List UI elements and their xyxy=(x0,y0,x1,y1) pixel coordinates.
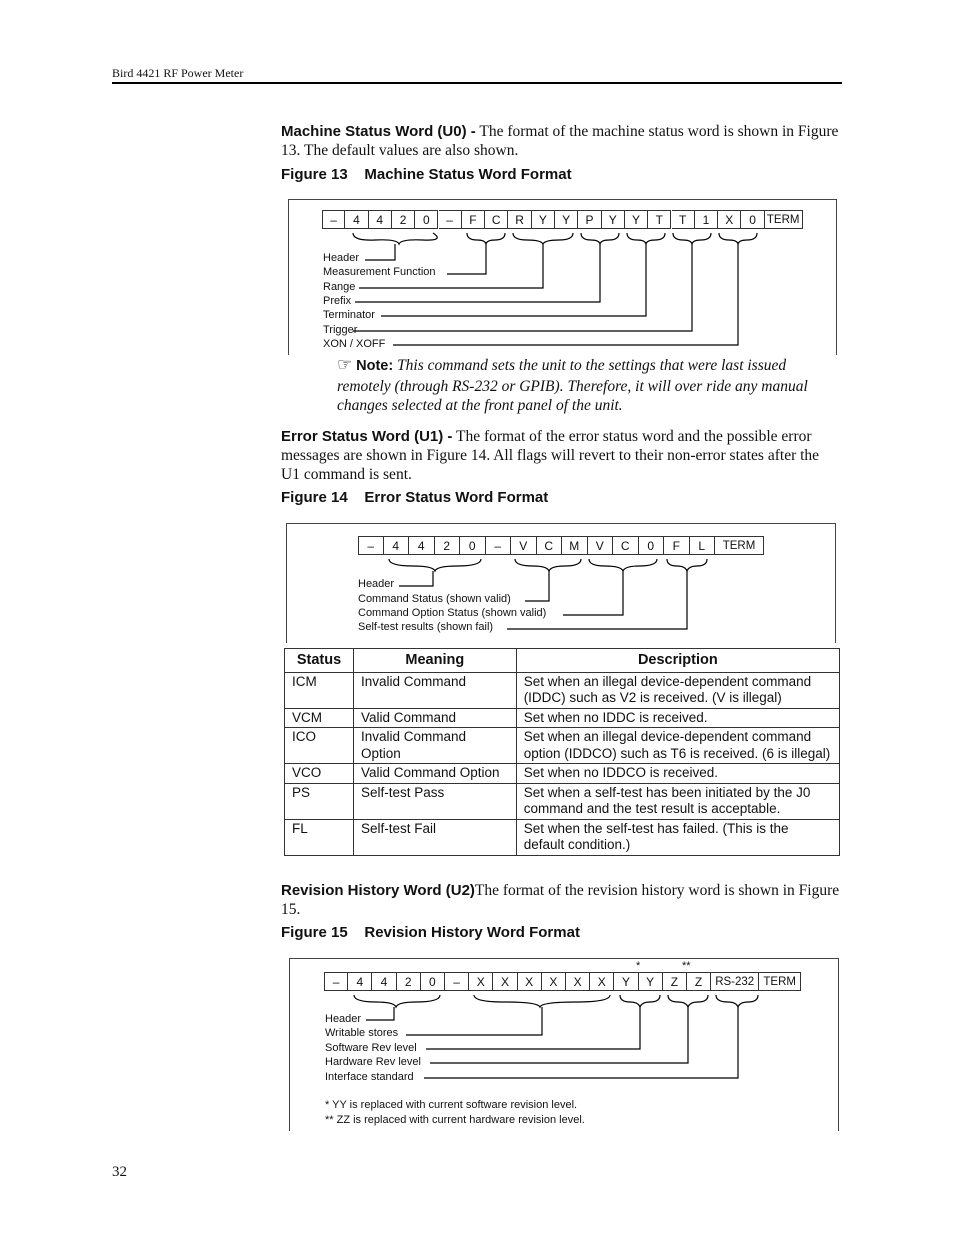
word-cell: M xyxy=(562,536,588,555)
status-cell: ICM xyxy=(285,672,354,708)
word-cell: V xyxy=(588,536,614,555)
word-cell: 4 xyxy=(369,210,392,229)
column-header-description: Description xyxy=(516,649,839,673)
u2-title: Revision History Word (U2) xyxy=(281,882,475,899)
word-cell: TERM xyxy=(765,210,803,229)
word-cell: 0 xyxy=(415,210,438,229)
word-cell: Y xyxy=(614,972,638,991)
description-cell: Set when an illegal device-dependent command option (IDDCO) such as T6 is received. (6 is illegal) xyxy=(516,728,839,764)
status-cell: VCM xyxy=(285,708,354,728)
u0-paragraph xyxy=(281,122,841,160)
description-cell: Set when no IDDCO is received. xyxy=(516,764,839,784)
status-cell: FL xyxy=(285,819,354,855)
u0-title: Machine Status Word (U0) - xyxy=(281,123,476,140)
word-cell: – xyxy=(324,972,348,991)
word-cell: Z xyxy=(663,972,687,991)
description-cell: Set when a self-test has been initiated by the J0 command and the test result is acceptable. xyxy=(516,783,839,819)
table-row xyxy=(285,819,840,855)
meaning-cell: Valid Command xyxy=(353,708,516,728)
label-hardware-rev: Hardware Rev level xyxy=(325,1056,421,1068)
single-asterisk: * xyxy=(636,960,641,972)
word-cell: X xyxy=(718,210,741,229)
word-cell: 2 xyxy=(397,972,421,991)
status-cell: PS xyxy=(285,783,354,819)
word-cell: 4 xyxy=(384,536,410,555)
word-cell: – xyxy=(439,210,462,229)
pointing-hand-icon: ☞ xyxy=(337,355,353,374)
word-cell: 2 xyxy=(435,536,461,555)
label-interface-standard: Interface standard xyxy=(325,1071,414,1083)
label-prefix: Prefix xyxy=(323,295,352,307)
word-cell: F xyxy=(462,210,485,229)
u1-title: Error Status Word (U1) - xyxy=(281,428,453,445)
meaning-cell: Self-test Pass xyxy=(353,783,516,819)
label-software-rev: Software Rev level xyxy=(325,1042,417,1054)
figure-14 xyxy=(286,523,836,643)
word-cell: T xyxy=(648,210,671,229)
description-cell: Set when an illegal device-dependent command (IDDC) such as V2 is received. (V is illegal) xyxy=(516,672,839,708)
word-cell: 4 xyxy=(345,210,368,229)
meaning-cell: Self-test Fail xyxy=(353,819,516,855)
label-xon-xoff: XON / XOFF xyxy=(323,338,386,350)
label-terminator: Terminator xyxy=(323,309,375,321)
table-row xyxy=(285,672,840,708)
u2-text: The format of the revision history word is shown in Figure 15. xyxy=(281,882,840,918)
figure-15-caption: Figure 15 Revision History Word Format xyxy=(281,924,580,941)
word-cell: C xyxy=(537,536,563,555)
word-cell: 2 xyxy=(392,210,415,229)
word-cell: X xyxy=(493,972,517,991)
word-cell: Y xyxy=(532,210,555,229)
table-row xyxy=(285,728,840,764)
page-number: 32 xyxy=(112,1164,127,1180)
meaning-cell: Invalid Command xyxy=(353,672,516,708)
note-block xyxy=(337,355,842,416)
word-cell: TERM xyxy=(759,972,801,991)
label-header: Header xyxy=(323,252,360,264)
label-range: Range xyxy=(323,281,356,293)
label-command-option-status: Command Option Status (shown valid) xyxy=(358,607,547,619)
double-asterisk: ** xyxy=(682,960,691,972)
word-cell: 4 xyxy=(409,536,435,555)
description-cell: Set when the self-test has failed. (This is the default condition.) xyxy=(516,819,839,855)
word-cell: T xyxy=(672,210,695,229)
word-cell: TERM xyxy=(715,536,764,555)
label-writable-stores: Writable stores xyxy=(325,1027,399,1039)
word-cell: R xyxy=(508,210,531,229)
footnote-zz: ** ZZ is replaced with current hardware revision level. xyxy=(325,1114,585,1126)
word-cell: 0 xyxy=(460,536,486,555)
status-table xyxy=(284,648,840,856)
label-header-14: Header xyxy=(358,578,395,590)
note-text: This command sets the unit to the settings that were last issued remotely (through RS-232 or GPIB). Therefore, it will over ride any manual changes selected at the front panel of the unit. xyxy=(337,357,808,414)
word-cell: L xyxy=(690,536,716,555)
word-cell: 0 xyxy=(639,536,665,555)
word-cell: – xyxy=(445,972,469,991)
table-row xyxy=(285,708,840,728)
label-command-status: Command Status (shown valid) xyxy=(358,593,511,605)
description-cell: Set when no IDDC is received. xyxy=(516,708,839,728)
running-header: Bird 4421 RF Power Meter xyxy=(112,66,244,80)
word-cell: F xyxy=(664,536,690,555)
status-cell: ICO xyxy=(285,728,354,764)
word-cell: – xyxy=(322,210,345,229)
word-cell: – xyxy=(358,536,384,555)
figure-15 xyxy=(289,958,839,1131)
word-cell: X xyxy=(469,972,493,991)
column-header-meaning: Meaning xyxy=(353,649,516,673)
word-cell: Z xyxy=(687,972,711,991)
word-cell: RS-232 xyxy=(711,972,759,991)
header-rule xyxy=(112,82,842,84)
word-cell: C xyxy=(485,210,508,229)
word-cell: C xyxy=(613,536,639,555)
word-cell: Y xyxy=(625,210,648,229)
figure-13 xyxy=(288,199,837,355)
word-cell: X xyxy=(566,972,590,991)
footnote-yy: * YY is replaced with current software revision level. xyxy=(325,1099,578,1111)
word-cell: Y xyxy=(639,972,663,991)
word-cell: 0 xyxy=(741,210,764,229)
label-trigger: Trigger xyxy=(323,324,358,336)
column-header-status: Status xyxy=(285,649,354,673)
word-cell: 1 xyxy=(695,210,718,229)
u2-paragraph xyxy=(281,881,841,919)
word-cell: 4 xyxy=(348,972,372,991)
word-cell: X xyxy=(590,972,614,991)
word-cell: Y xyxy=(555,210,578,229)
word-cell: 0 xyxy=(421,972,445,991)
table-row xyxy=(285,764,840,784)
word-cell: P xyxy=(578,210,601,229)
u0-text: The format of the machine status word is shown in Figure 13. The default values are also shown. xyxy=(281,123,839,159)
status-cell: VCO xyxy=(285,764,354,784)
figure-13-caption: Figure 13 Machine Status Word Format xyxy=(281,166,572,183)
label-measurement-function: Measurement Function xyxy=(323,266,436,278)
label-self-test-results: Self-test results (shown fail) xyxy=(358,621,494,633)
status-table-header xyxy=(285,649,840,673)
u1-text: The format of the error status word and the possible error messages are shown in Figure 14. All flags will revert to their non-error states after the U1 command is sent. xyxy=(281,428,820,483)
word-cell: 4 xyxy=(372,972,396,991)
figure-14-caption: Figure 14 Error Status Word Format xyxy=(281,489,549,506)
note-label: Note: xyxy=(356,358,394,374)
word-cell: V xyxy=(511,536,537,555)
word-cell: – xyxy=(486,536,512,555)
word-cell: X xyxy=(542,972,566,991)
u1-paragraph xyxy=(281,427,841,484)
meaning-cell: Invalid Command Option xyxy=(353,728,516,764)
table-row xyxy=(285,783,840,819)
label-header-15: Header xyxy=(325,1013,362,1025)
meaning-cell: Valid Command Option xyxy=(353,764,516,784)
word-cell: Y xyxy=(602,210,625,229)
word-cell: X xyxy=(518,972,542,991)
